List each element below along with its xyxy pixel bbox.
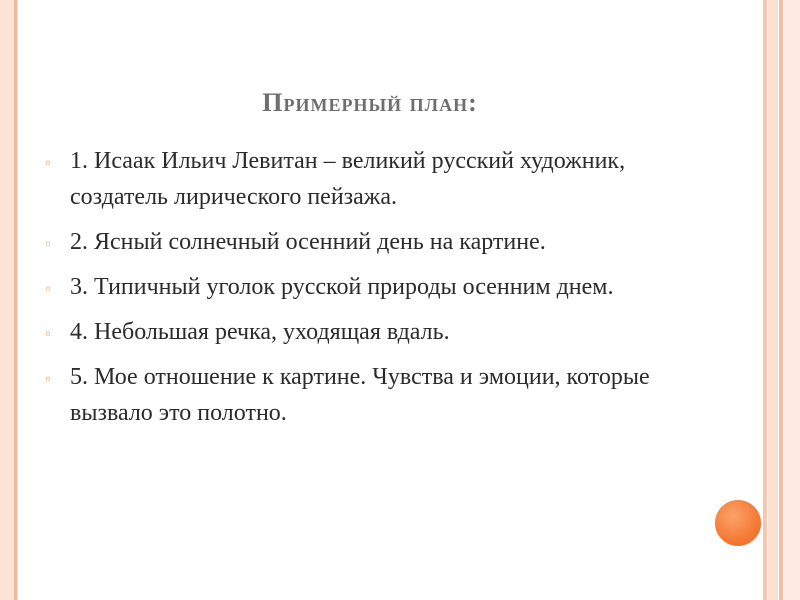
list-item — [42, 224, 682, 260]
list-item-text: 3. Типичный уголок русской природы осенним днем. — [70, 274, 614, 300]
list-item-text: 2. Ясный солнечный осенний день на картине. — [70, 229, 546, 255]
list-item — [42, 314, 682, 350]
list-item-text: 4. Небольшая речка, уходящая вдаль. — [70, 319, 450, 345]
bullet-list — [42, 143, 682, 440]
bullet-icon: ◦ — [44, 372, 53, 388]
list-item-text: 1. Исаак Ильич Левитан – великий русский художник, создатель лирического пейзажа. — [70, 148, 626, 210]
bullet-icon: ◦ — [44, 156, 53, 172]
right-frame-band — [768, 0, 778, 600]
list-item-text: 5. Мое отношение к картине. Чувства и эмоции, которые вызвало это полотно. — [70, 364, 650, 426]
list-item — [42, 269, 682, 305]
list-item — [42, 359, 682, 431]
right-frame-line — [763, 0, 767, 600]
bullet-icon: ◦ — [44, 327, 53, 343]
list-item — [42, 143, 682, 215]
right-frame-line-outer — [779, 0, 783, 600]
decorative-circle-icon — [713, 498, 763, 548]
slide-title: Примерный план: — [262, 88, 478, 117]
right-frame-edge — [784, 0, 800, 600]
bullet-icon: ◦ — [44, 237, 53, 253]
bullet-icon: ◦ — [44, 282, 53, 298]
